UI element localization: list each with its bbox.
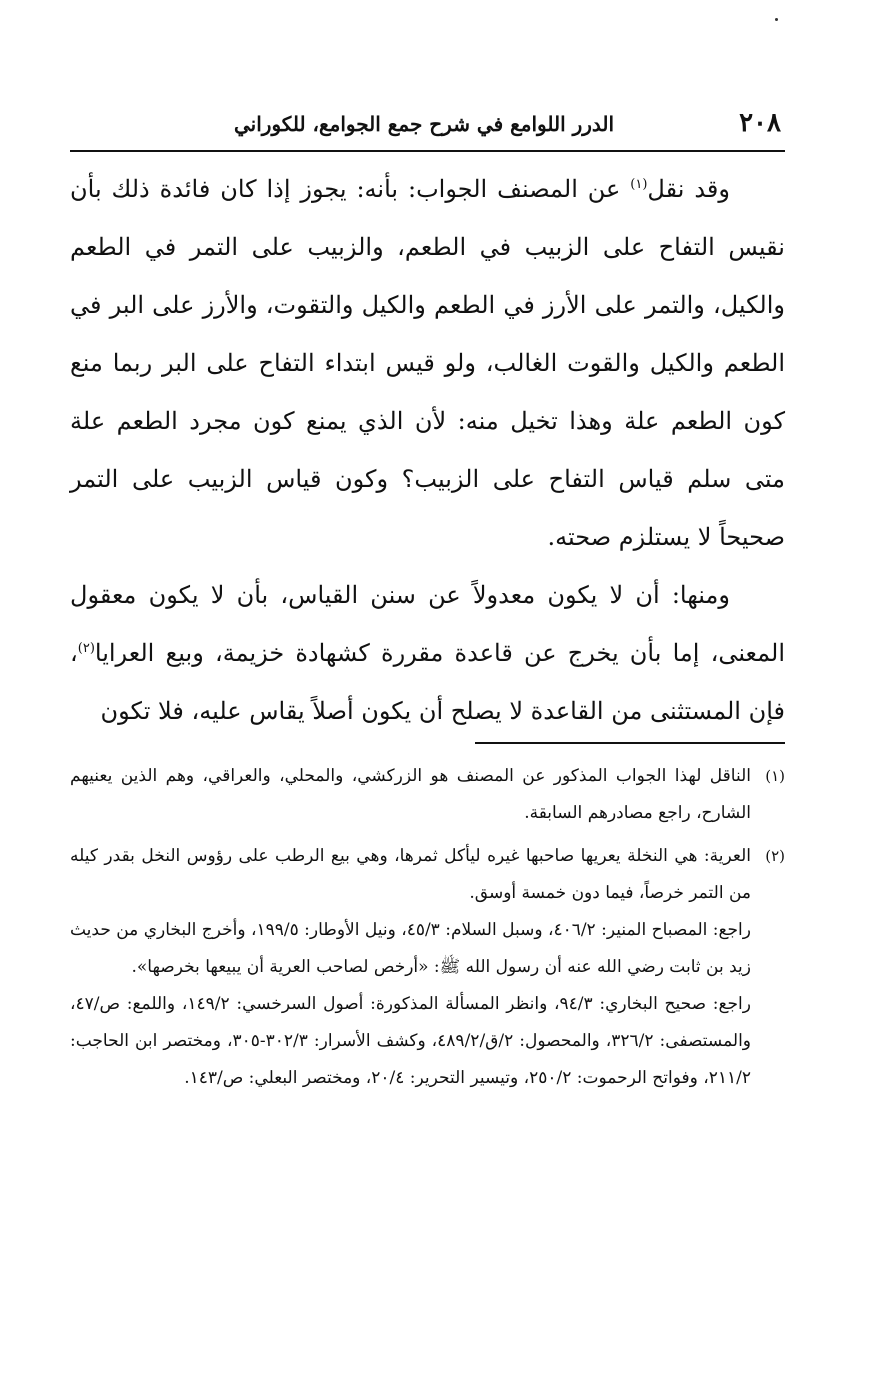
footnote-line: راجع: صحيح البخاري: ٩٤/٣، وانظر المسألة المذكورة: أصول السرخسي: ١٤٩/٢، واللمع: ص/٤٧، والمستصفى: ٣٢٦/٢، والمحصول: ٢/ق/٤٨٩/٢، وكشف الأسرار: ٣٠٢/٣-٣٠٥، ومختصر ابن الحاجب: ٢١١/٢، وفواتح الرحموت: ٢٥٠/٢، وتيسير التحرير: ٢٠/٤، ومختصر البعلي: ص/١٤٣.: [70, 994, 752, 1088]
footnote-ref-2: (٢): [77, 641, 95, 656]
footnote-ref-1: (١): [630, 177, 648, 192]
paragraph-1-text-start: وقد نقل: [647, 175, 730, 203]
footnote-1: [70, 758, 785, 832]
scan-speck: [775, 18, 778, 21]
page-header: [70, 104, 785, 148]
paragraph-1-text-end: عن المصنف الجواب: بأنه: يجوز إذا كان فائدة ذلك بأن نقيس التفاح على الزبيب في الطعم، والزبيب على التمر في الطعم والكيل، والتمر على الأرز في الطعم والكيل والتقوت، والأرز على البر في الطعم والكيل والقوت الغالب، ولو قيس ابتداء التفاح على البر ربما منع كون الطعم علة وهذا تخيل منه: لأن الذي يمنع كون مجرد الطعم علة متى سلم قياس التفاح على الزبيب؟ وكون قياس الزبيب على التمر صحيحاً لا يستلزم صحته.: [70, 175, 785, 551]
footnote-number: (٢): [765, 847, 785, 865]
page-number: ٢٠٨: [739, 108, 781, 138]
paragraph-2-text-start: ومنها: أن لا يكون معدولاً عن سنن القياس، بأن لا يكون معقول المعنى، إما بأن يخرج عن قاعدة مقررة كشهادة خزيمة، وبيع العرايا: [70, 581, 785, 667]
footnote-2: [70, 838, 785, 1097]
paragraph-2-text-end: ، فإن المستثنى من القاعدة لا يصلح أن يكون أصلاً يقاس عليه، فلا تكون: [70, 639, 785, 725]
footnote-line: راجع: المصباح المنير: ٤٠٦/٢، وسبل السلام: ٤٥/٣، ونيل الأوطار: ١٩٩/٥، وأخرج البخاري من حديث زيد بن ثابت رضي الله عنه أن رسول الله ﷺ: «أرخص لصاحب العرية أن يبيعها بخرصها».: [69, 920, 751, 977]
footnote-line: العرية: هي النخلة يعريها صاحبها غيره ليأكل ثمرها، وهي بيع الرطب على رؤوس النخل بقدر كيله من التمر خرصاً، فيما دون خمسة أوسق.: [70, 846, 751, 903]
paragraph-2: [70, 566, 785, 740]
footnote-body: [70, 838, 751, 1097]
footnotes: [70, 758, 785, 1103]
paragraph-1: [70, 160, 785, 566]
footnote-body: [70, 758, 751, 832]
running-title: الدرر اللوامع في شرح جمع الجوامع، للكوراني: [234, 112, 615, 136]
header-rule: [70, 150, 785, 152]
footnote-number: (١): [765, 767, 785, 785]
footnote-rule: [475, 742, 785, 744]
main-text: [70, 160, 785, 740]
footnote-line: الناقل لهذا الجواب المذكور عن المصنف هو الزركشي، والمحلي، والعراقي، وهم الذين يعنيهم الشارح، راجع مصادرهم السابقة.: [70, 766, 751, 823]
